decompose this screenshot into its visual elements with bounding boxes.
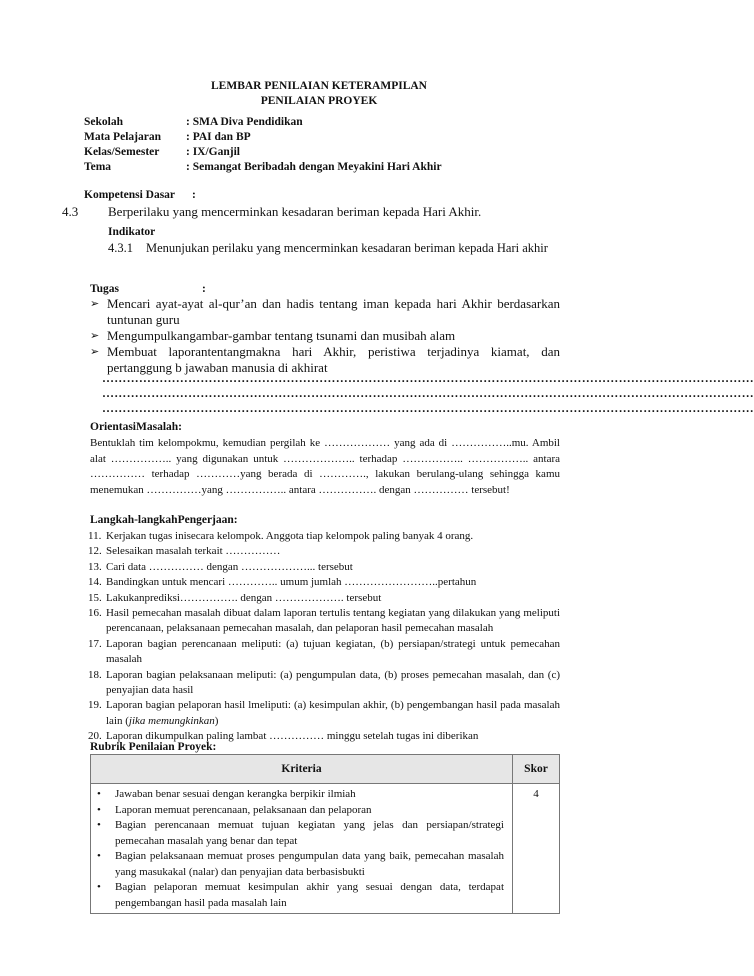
list-item xyxy=(88,575,560,590)
info-value: : IX/Ganjil xyxy=(186,146,240,158)
list-item xyxy=(88,606,560,637)
info-value: : SMA Diva Pendidikan xyxy=(186,116,303,128)
step-number: 17. xyxy=(88,637,102,650)
column-header-kriteria: Kriteria xyxy=(91,755,513,784)
step-text: Hasil pemecahan masalah dibuat dalam laporan tertulis tentang kegiatan yang dilakukan yang meliputi perencanaan, pelaksanaan pemecahan masalah, dan pelaporan hasil pemecahan masalah xyxy=(106,607,560,635)
langkah-list xyxy=(88,529,560,745)
info-value: : Semangat Beribadah dengan Meyakini Hari Akhir xyxy=(186,161,442,173)
step-number: 16. xyxy=(88,607,102,620)
tugas-item-text: Mencari ayat-ayat al-qur’an dan hadis tentang iman kepada hari Akhir berdasarkan tuntunan guru xyxy=(107,296,560,327)
list-item xyxy=(95,880,504,911)
criteria-text: Bagian pelaporan memuat kesimpulan akhir yang sesuai dengan data, terdapat pengembangan hasil pada masalah lain xyxy=(115,881,504,909)
answer-dotted-line: …………………………………………………………………………………………………………………………………………… xyxy=(102,401,754,415)
indikator-heading: Indikator xyxy=(108,226,156,238)
rubrik-table xyxy=(90,754,560,914)
criteria-text: Bagian pelaksanaan memuat proses pengumpulan data yang baik, pemecahan masalah yang masukakal (nalar) dan penyajian data berbasisbukti xyxy=(115,850,504,878)
info-row-tema xyxy=(84,161,442,173)
indikator-text: Menunjukan perilaku yang mencerminkan kesadaran beriman kepada Hari akhir xyxy=(146,241,548,255)
step-text: Laporan dikumpulkan paling lambat …………… minggu setelah tugas ini diberikan xyxy=(106,730,479,743)
tugas-item xyxy=(90,328,560,344)
arrow-bullet-icon: ➢ xyxy=(90,345,100,358)
arrow-bullet-icon: ➢ xyxy=(90,297,100,310)
step-number: 18. xyxy=(88,668,102,681)
step-text: Lakukanprediksi……………. dengan ………………. tersebut xyxy=(106,591,382,604)
step-number: 13. xyxy=(88,560,102,573)
kompetensi-colon: : xyxy=(192,189,196,201)
info-label: Mata Pelajaran xyxy=(84,131,161,143)
info-row-mata-pelajaran xyxy=(84,131,251,143)
list-item xyxy=(88,637,560,668)
tugas-label: Tugas xyxy=(90,283,119,295)
criteria-cell xyxy=(91,784,513,914)
list-item xyxy=(88,591,560,606)
list-item xyxy=(88,668,560,699)
step-number: 20. xyxy=(88,730,102,743)
step-text: Laporan bagian pelaporan hasil lmeliputi: (a) kesimpulan akhir, (b) pengembangan hasil pada masalah lain ( xyxy=(106,699,560,727)
step-text: Bandingkan untuk mencari ………….. umum jumlah ……………………..pertahun xyxy=(106,576,477,589)
tugas-item xyxy=(90,296,560,328)
indikator-number: 4.3.1 xyxy=(108,241,133,255)
step-number: 11. xyxy=(88,530,102,542)
info-row-kelas-semester xyxy=(84,146,240,158)
step-text: Selesaikan masalah terkait …………… xyxy=(106,545,281,558)
step-text-emphasis: jika memungkinkan xyxy=(128,714,215,727)
kompetensi-text: Berperilaku yang mencerminkan kesadaran beriman kepada Hari Akhir. xyxy=(108,204,482,219)
info-label: Tema xyxy=(84,161,112,173)
tugas-item-text: Mengumpulkangambar-gambar tentang tsunami dan musibah alam xyxy=(107,328,456,343)
bullet-icon: • xyxy=(97,803,101,816)
info-value: : PAI dan BP xyxy=(186,131,251,143)
list-item xyxy=(95,803,504,819)
orientasi-heading: OrientasiMasalah: xyxy=(90,421,182,433)
kompetensi-dasar-heading xyxy=(84,189,196,201)
step-text-end: ) xyxy=(214,714,219,727)
list-item xyxy=(95,787,504,803)
table-row xyxy=(91,784,560,914)
kompetensi-label: Kompetensi Dasar xyxy=(84,189,176,201)
document-subtitle: PENILAIAN PROYEK xyxy=(260,95,378,107)
orientasi-paragraph: Bentuklah tim kelompokmu, kemudian pergilah ke ……………… yang ada di ……………..mu. Ambil alat …………….. yang digunakan untuk ……………….. terhadap …………….. …………….. antara …………… terhadap …………yang berada di …………., lakukan berulang-ulang sehingga kamu menemukan ……………yang …………….. antara ……………. dengan …………… tersebut! xyxy=(90,437,560,496)
column-header-skor: Skor xyxy=(513,755,560,784)
info-row-sekolah xyxy=(84,116,303,128)
info-label: Sekolah xyxy=(84,116,123,128)
info-label: Kelas/Semester xyxy=(84,146,160,158)
step-text: Cari data …………… dengan ………………... tersebut xyxy=(106,560,353,573)
bullet-icon: • xyxy=(97,819,101,831)
score-cell: 4 xyxy=(513,784,560,914)
kompetensi-number: 4.3 xyxy=(62,204,79,219)
step-text: Laporan bagian perencanaan meliputi: (a) tujuan kegiatan, (b) persiapan/strategi untuk pemecahan masalah xyxy=(106,637,560,666)
step-number: 14. xyxy=(88,576,102,589)
bullet-icon: • xyxy=(97,788,101,800)
rubrik-heading: Rubrik Penilaian Proyek: xyxy=(90,741,217,753)
arrow-bullet-icon: ➢ xyxy=(90,329,100,342)
table-header-row xyxy=(91,755,560,784)
langkah-heading: Langkah-langkahPengerjaan: xyxy=(90,514,238,526)
bullet-icon: • xyxy=(97,881,101,893)
list-item xyxy=(88,560,560,575)
step-number: 12. xyxy=(88,545,102,558)
criteria-text: Jawaban benar sesuai dengan kerangka berpikir ilmiah xyxy=(115,788,356,800)
list-item xyxy=(95,849,504,880)
step-text: Laporan bagian pelaksanaan meliputi: (a) pengumpulan data, (b) proses pemecahan masalah, dan (c) penyajian data hasil xyxy=(106,668,560,697)
criteria-text: Bagian perencanaan memuat tujuan kegiatan yang jelas dan persiapan/strategi pemecahan masalah yang benar dan tepat xyxy=(115,819,504,847)
list-item xyxy=(95,818,504,849)
tugas-heading xyxy=(90,283,206,295)
list-item xyxy=(88,544,560,559)
bullet-icon: • xyxy=(97,850,101,862)
criteria-text: Laporan memuat perencanaan, pelaksanaan dan pelaporan xyxy=(115,803,372,816)
tugas-item-text: Membuat laporantentangmakna hari Akhir, peristiwa terjadinya kiamat, dan pertanggung b jawaban manusia di akhirat xyxy=(107,344,560,375)
step-number: 19. xyxy=(88,699,102,712)
answer-dotted-line: …………………………………………………………………………………………………………………………………………… xyxy=(102,386,754,400)
kompetensi-item xyxy=(62,204,481,220)
step-text: Kerjakan tugas inisecara kelompok. Anggota tiap kelompok paling banyak 4 orang. xyxy=(106,530,474,542)
criteria-list xyxy=(95,787,504,911)
tugas-colon: : xyxy=(202,283,206,295)
list-item xyxy=(88,698,560,729)
indikator-item xyxy=(108,241,548,256)
document-title: LEMBAR PENILAIAN KETERAMPILAN xyxy=(211,80,427,92)
list-item xyxy=(88,529,560,544)
step-number: 15. xyxy=(88,591,102,604)
answer-dotted-line: …………………………………………………………………………………………………………………………………………… xyxy=(102,371,754,385)
